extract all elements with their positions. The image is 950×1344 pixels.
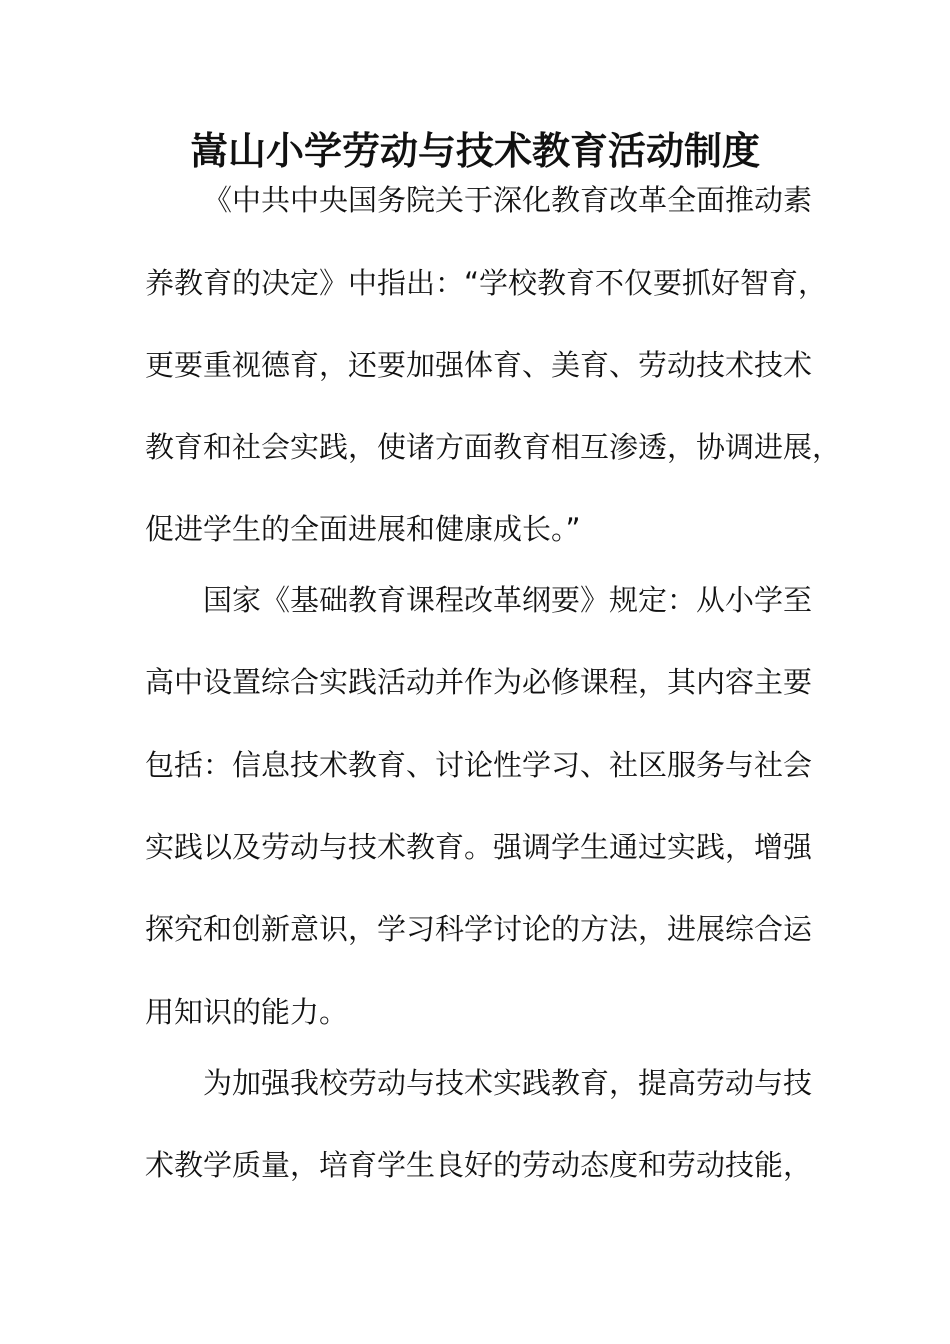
document-title: 嵩山小学劳动与技术教育活动制度 <box>189 128 760 173</box>
paragraph-line: 高中设置综合实践活动并作为必修课程，其内容主要 <box>145 665 813 699</box>
paragraph-line: 教育和社会实践，使诸方面教育相互渗透，协调进展， <box>145 430 842 464</box>
paragraph-line: 包括：信息技术教育、讨论性学习、社区服务与社会 <box>145 748 813 782</box>
paragraph-line: 为加强我校劳动与技术实践教育，提高劳动与技 <box>203 1066 813 1100</box>
paragraph-line: 更要重视德育，还要加强体育、美育、劳动技术技术 <box>145 348 813 382</box>
paragraph-line: 养教育的决定》中指出：“学校教育不仅要抓好智育， <box>145 266 828 300</box>
paragraph-line: 《中共中央国务院关于深化教育改革全面推动素 <box>203 183 813 217</box>
paragraph-line: 实践以及劳动与技术教育。强调学生通过实践，增强 <box>145 830 813 864</box>
paragraph-line: 国家《基础教育课程改革纲要》规定：从小学至 <box>203 583 813 617</box>
paragraph-line: 探究和创新意识，学习科学讨论的方法，进展综合运 <box>145 912 813 946</box>
paragraph-line: 促进学生的全面进展和健康成长。” <box>145 512 581 546</box>
paragraph-line: 用知识的能力。 <box>145 995 349 1029</box>
paragraph-line: 术教学质量，培育学生良好的劳动态度和劳动技能， <box>145 1148 813 1182</box>
